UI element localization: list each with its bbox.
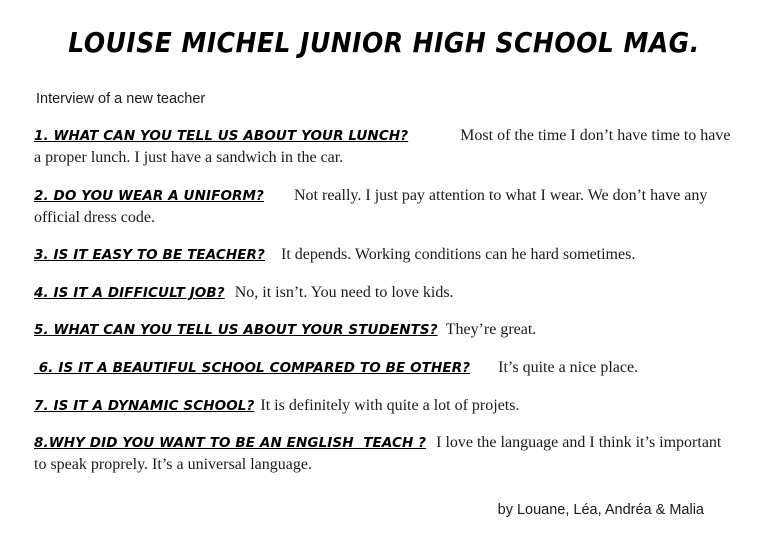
answer-text: I love the language and I think it’s important to speak proprely. It’s a universal language. <box>34 434 722 474</box>
answer-text: They’re great. <box>445 321 537 339</box>
byline: by Louane, Léa, Andréa & Malia <box>497 502 704 519</box>
answer-text: No, it isn’t. You need to love kids. <box>234 283 454 301</box>
answer-text: It’s quite a nice place. <box>498 359 639 377</box>
qa-item <box>34 185 734 229</box>
qa-item <box>34 319 734 341</box>
question-text: 5. WHAT CAN YOU TELL US ABOUT YOUR STUDENTS? <box>34 322 438 339</box>
qa-item <box>34 432 734 476</box>
qa-item <box>34 282 734 304</box>
question-text: 8.WHY DID YOU WANT TO BE AN ENGLISH TEACH ? <box>34 435 427 452</box>
qa-item <box>34 357 734 379</box>
answer-text: It is definitely with quite a lot of projets. <box>260 396 520 414</box>
qa-item <box>34 244 734 266</box>
qa-item <box>34 125 734 169</box>
answer-text: It depends. Working conditions can he hard sometimes. <box>280 246 636 264</box>
qa-item <box>34 395 734 417</box>
question-text: 4. IS IT A DIFFICULT JOB? <box>34 284 225 301</box>
intro-line: Interview of a new teacher <box>36 91 206 107</box>
question-text: 7. IS IT A DYNAMIC SCHOOL? <box>34 397 255 414</box>
question-text: 3. IS IT EASY TO BE TEACHER? <box>34 247 265 264</box>
answer-text: Most of the time I don’t have time to have a proper lunch. I just have a sandwich in the car. <box>34 127 731 167</box>
answer-text: Not really. I just pay attention to what I wear. We don’t have any official dress code. <box>34 186 708 226</box>
qa-list <box>34 125 734 476</box>
question-text: 2. DO YOU WEAR A UNIFORM? <box>34 187 264 204</box>
question-text: 6. IS IT A BEAUTIFUL SCHOOL COMPARED TO BE OTHER? <box>34 360 471 377</box>
question-text: 1. WHAT CAN YOU TELL US ABOUT YOUR LUNCH? <box>34 128 409 144</box>
page-title: LOUISE MICHEL JUNIOR HIGH SCHOOL MAG. <box>68 26 700 59</box>
